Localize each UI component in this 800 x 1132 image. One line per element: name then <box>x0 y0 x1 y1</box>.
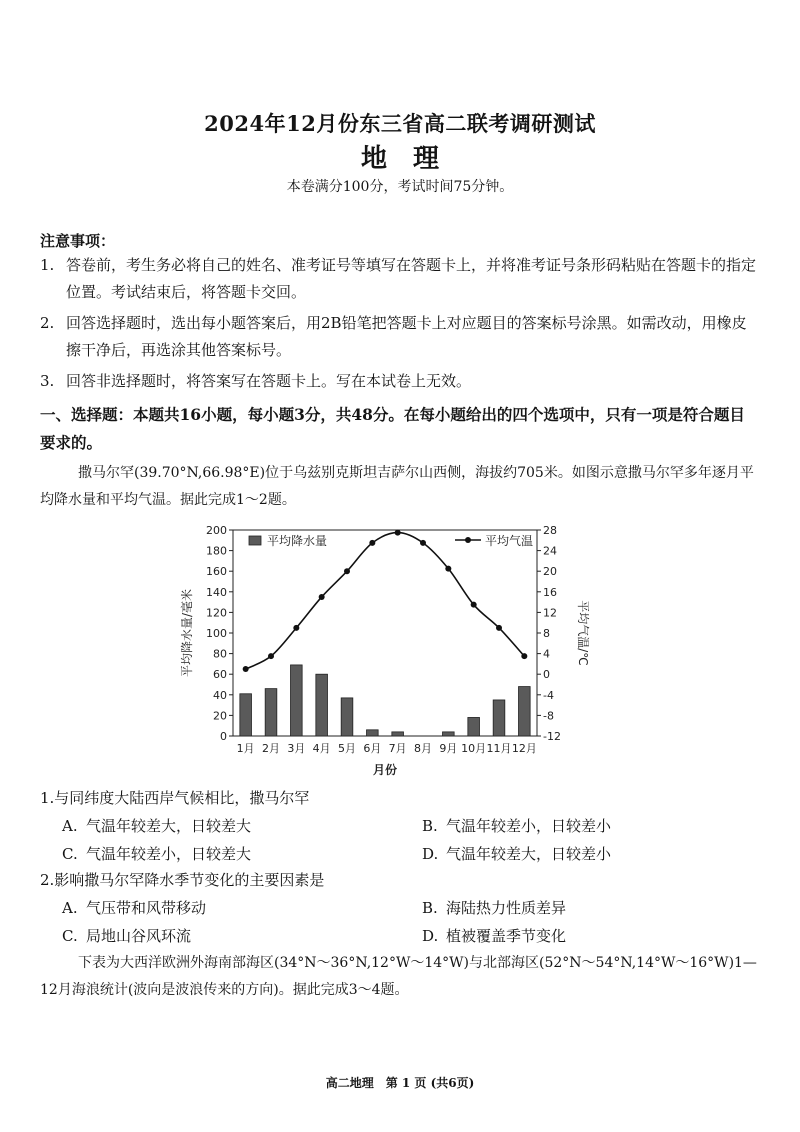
option-text: 气压带和风带移动 <box>86 899 207 917</box>
temperature-line <box>246 533 525 669</box>
option-b[interactable] <box>400 894 760 922</box>
exam-title: 2024年12月份东三省高二联考调研测试 <box>204 111 596 136</box>
y-left-tick-label: 20 <box>213 709 227 723</box>
temperature-point <box>293 625 299 631</box>
precip-bar <box>316 674 328 736</box>
option-text: 气温年较差大，日较差小 <box>446 845 612 863</box>
option-letter: C. <box>62 845 78 863</box>
option-c[interactable] <box>40 922 400 950</box>
x-tick-label: 7月 <box>388 742 407 755</box>
plot-frame <box>233 530 537 736</box>
temperature-point <box>243 666 249 672</box>
precip-bar <box>443 732 455 736</box>
option-text: 海陆热力性质差异 <box>446 899 567 917</box>
option-text: 气温年较差大，日较差大 <box>86 817 252 835</box>
y-left-tick-label: 160 <box>206 565 227 579</box>
legend-line-marker <box>465 537 471 543</box>
notice-item <box>40 252 760 306</box>
y-right-tick-label: 20 <box>543 565 557 579</box>
precip-bar <box>291 665 303 736</box>
option-text: 局地山谷风环流 <box>86 927 192 945</box>
y-right-tick-label: 12 <box>543 606 557 620</box>
notice-text: 回答选择题时，选出每小题答案后，用2B铅笔把答题卡上对应题目的答案标号涂黑。如需改动，用橡皮擦干净后，再选涂其他答案标号。 <box>66 314 747 359</box>
x-tick-label: 11月 <box>486 742 512 755</box>
temperature-point <box>471 602 477 608</box>
climate-chart-svg <box>175 518 595 780</box>
climate-chart <box>175 518 595 780</box>
y-left-tick-label: 180 <box>206 544 227 558</box>
y-right-tick-label: 28 <box>543 524 557 537</box>
temperature-point <box>521 653 527 659</box>
y-right-tick-label: -8 <box>543 709 554 723</box>
x-tick-label: 9月 <box>439 742 458 755</box>
question-stem: 2.影响撒马尔罕降水季节变化的主要因素是 <box>40 871 325 889</box>
notice-item <box>40 310 760 364</box>
option-a[interactable] <box>40 894 400 922</box>
option-text: 植被覆盖季节变化 <box>446 927 567 945</box>
x-tick-label: 12月 <box>511 742 537 755</box>
option-d[interactable] <box>400 840 760 868</box>
section-heading: 一、选择题：本题共16小题，每小题3分，共48分。在每小题给出的四个选项中，只有一项是符合题目要求的。 <box>40 405 745 452</box>
notice-number: 1. <box>40 256 55 274</box>
x-axis-label: 月份 <box>372 763 398 777</box>
precip-bar <box>468 717 480 736</box>
temperature-point <box>344 568 350 574</box>
precip-bar <box>519 687 531 736</box>
option-letter: B. <box>422 899 438 917</box>
notice-heading: 注意事项： <box>40 232 116 250</box>
y-right-tick-label: 0 <box>543 668 550 682</box>
page-footer: 高二地理 第 1 页 (共6页) <box>325 1076 475 1090</box>
x-tick-label: 10月 <box>461 742 487 755</box>
option-letter: D. <box>422 927 439 945</box>
exam-meta: 本卷满分100分，考试时间75分钟。 <box>286 179 514 195</box>
y-right-tick-label: -4 <box>543 688 554 702</box>
x-tick-label: 3月 <box>287 742 306 755</box>
legend-line-label: 平均气温 <box>485 534 534 548</box>
y-left-tick-label: 80 <box>213 647 227 661</box>
y-right-tick-label: -12 <box>543 730 561 743</box>
option-letter: B. <box>422 817 438 835</box>
temperature-point <box>395 530 401 536</box>
temperature-point <box>319 594 325 600</box>
temperature-point <box>445 566 451 572</box>
temperature-point <box>420 540 426 546</box>
notice-number: 2. <box>40 314 55 332</box>
y-right-tick-label: 4 <box>543 647 550 661</box>
y-left-tick-label: 140 <box>206 585 227 599</box>
passage-ocean-waves: 下表为大西洋欧洲外海南部海区(34°N～36°N,12°W～14°W)与北部海区(52°N～54°N,14°W～16°W)1—12月海浪统计(波向是波浪传来的方向)。据此完成3～4题。 <box>40 955 757 998</box>
notice-list <box>40 248 760 395</box>
option-text: 气温年较差小，日较差大 <box>86 845 252 863</box>
x-tick-label: 6月 <box>363 742 382 755</box>
option-a[interactable] <box>40 812 400 840</box>
y-right-tick-label: 16 <box>543 585 557 599</box>
option-letter: A. <box>62 817 78 835</box>
legend-bar-label: 平均降水量 <box>267 534 328 548</box>
option-letter: C. <box>62 927 78 945</box>
precip-bar <box>240 694 252 736</box>
option-text: 气温年较差小，日较差小 <box>446 817 612 835</box>
y-left-tick-label: 0 <box>220 730 227 743</box>
y-right-axis-label: 平均气温/℃ <box>576 600 590 666</box>
temperature-point <box>496 625 502 631</box>
y-left-tick-label: 60 <box>213 668 227 682</box>
y-left-tick-label: 120 <box>206 606 227 620</box>
notice-text: 答卷前，考生务必将自己的姓名、准考证号等填写在答题卡上，并将准考证号条形码粘贴在答题卡的指定位置。考试结束后，将答题卡交回。 <box>66 256 757 301</box>
precip-bar <box>341 698 353 736</box>
notice-number: 3. <box>40 372 55 390</box>
question-1 <box>40 784 760 868</box>
x-tick-label: 1月 <box>236 742 255 755</box>
x-tick-label: 4月 <box>312 742 331 755</box>
y-right-tick-label: 24 <box>543 544 557 558</box>
y-left-tick-label: 100 <box>206 627 227 640</box>
precip-bar <box>367 730 379 736</box>
question-2 <box>40 866 760 950</box>
legend-bar-swatch <box>249 536 261 545</box>
notice-item <box>40 368 760 395</box>
x-tick-label: 5月 <box>338 742 356 755</box>
y-left-axis-label: 平均降水量/毫米 <box>180 588 194 678</box>
option-letter: A. <box>62 899 78 917</box>
option-letter: D. <box>422 845 439 863</box>
temperature-point <box>369 540 375 546</box>
passage-samarkand: 撒马尔罕(39.70°N,66.98°E)位于乌兹别克斯坦吉萨尔山西侧，海拔约705米。如图示意撒马尔罕多年逐月平均降水量和平均气温。据此完成1～2题。 <box>40 465 754 508</box>
precip-bar <box>493 700 505 736</box>
y-left-tick-label: 200 <box>206 524 227 537</box>
precip-bar <box>265 689 277 736</box>
x-tick-label: 8月 <box>414 742 432 755</box>
precip-bar <box>392 732 404 736</box>
temperature-point <box>268 653 274 659</box>
exam-subject: 地理 <box>360 144 465 174</box>
question-stem: 1.与同纬度大陆西岸气候相比，撒马尔罕 <box>40 789 310 807</box>
option-c[interactable] <box>40 840 400 868</box>
option-b[interactable] <box>400 812 760 840</box>
y-left-tick-label: 40 <box>213 688 227 702</box>
option-d[interactable] <box>400 922 760 950</box>
x-tick-label: 2月 <box>262 742 280 755</box>
y-right-tick-label: 8 <box>543 627 550 640</box>
notice-text: 回答非选择题时，将答案写在答题卡上。写在本试卷上无效。 <box>66 372 472 390</box>
